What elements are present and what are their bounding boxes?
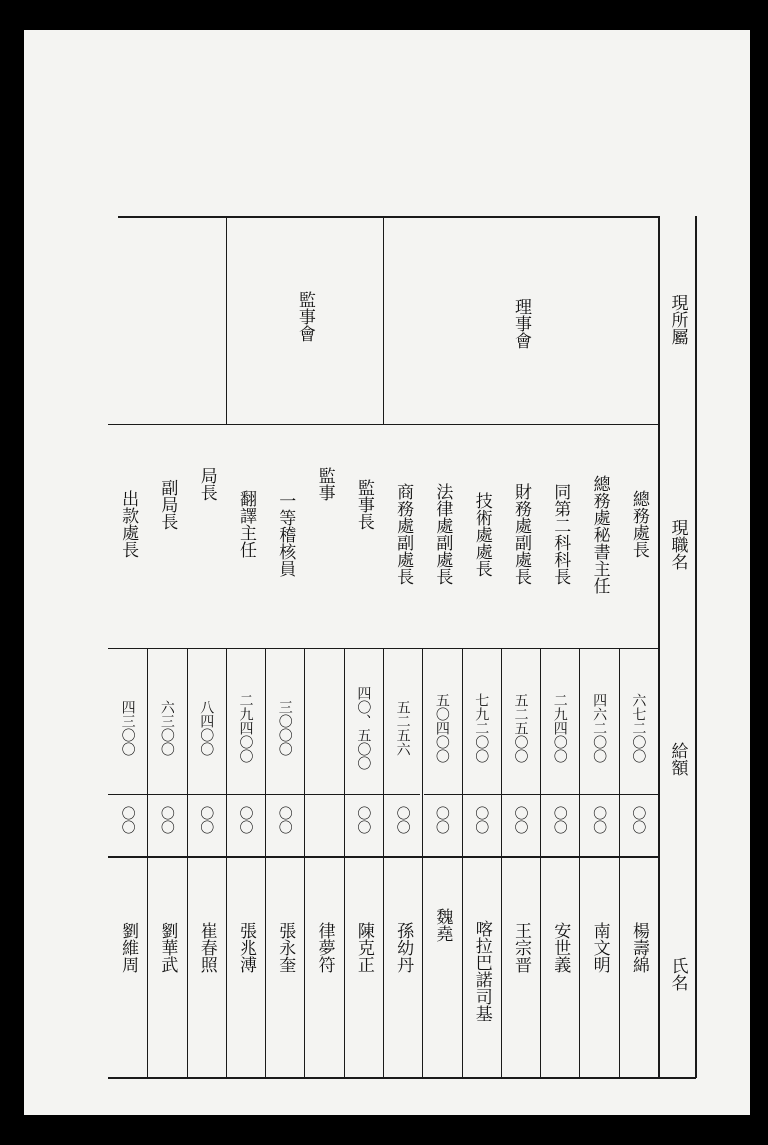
position-cell: 商務處副處長 (393, 483, 414, 585)
salary-cell-zeros: 〇〇 (237, 806, 254, 834)
salary-cell: 六七二〇〇 (630, 693, 647, 763)
salary-cell-zeros: 〇〇 (355, 806, 372, 834)
header-group: 現所屬 (667, 293, 688, 345)
table-row (187, 216, 226, 1078)
table-row (226, 216, 265, 1078)
salary-cell: 五二五〇〇 (512, 693, 529, 763)
position-cell: 法律處副處長 (432, 483, 453, 585)
name-cell: 王宗晋 (510, 921, 531, 973)
header-salary: 給額 (667, 742, 688, 776)
position-cell: 同第二科科長 (550, 483, 571, 585)
position-cell: 技術處處長 (471, 491, 492, 577)
salary-cell-zeros: 〇〇 (394, 806, 411, 834)
salary-cell: 四〇、五〇〇 (355, 686, 372, 770)
position-cell: 一等稽核員 (275, 491, 296, 577)
position-cell: 出款處長 (118, 490, 139, 558)
column-divider (619, 648, 620, 1078)
position-cell: 翻譯主任 (235, 490, 256, 558)
position-cell: 財務處副處長 (510, 483, 531, 585)
column-divider (422, 648, 423, 1078)
header-column (658, 216, 696, 1078)
header-position: 現職名 (667, 518, 688, 570)
column-divider (304, 648, 305, 1078)
name-cell: 陳克正 (353, 921, 374, 973)
salary-cell: 七九二〇〇 (473, 693, 490, 763)
name-cell: 律夢符 (314, 921, 335, 973)
salary-cell-zeros: 〇〇 (512, 806, 529, 834)
table-row (304, 216, 343, 1078)
salary-cell-zeros: 〇〇 (630, 806, 647, 834)
salary-cell-zeros: 〇〇 (591, 806, 608, 834)
table-row (108, 216, 147, 1078)
group-label-directors: 理事會 (511, 297, 531, 349)
table-row (344, 216, 383, 1078)
table-row (462, 216, 501, 1078)
name-cell: 楊壽綿 (628, 921, 649, 973)
name-cell: 南文明 (589, 921, 610, 973)
table-row (579, 216, 618, 1078)
document-page (24, 30, 750, 1115)
table-row (501, 216, 540, 1078)
name-cell: 劉維周 (118, 921, 139, 973)
position-cell: 局長 (196, 467, 217, 501)
salary-cell-zeros: 〇〇 (276, 806, 293, 834)
table-row (147, 216, 186, 1078)
salary-cell: 四三〇〇 (119, 700, 136, 756)
name-cell: 魏堯 (432, 908, 453, 942)
position-cell: 監事長 (353, 478, 374, 530)
column-divider (462, 648, 463, 1078)
group-label-supervisors: 監事會 (294, 290, 315, 342)
table-row (619, 216, 658, 1078)
salary-cell: 八四〇〇 (198, 700, 215, 756)
salary-cell: 五二五六 (394, 700, 411, 756)
name-cell: 張永奎 (275, 921, 296, 973)
table-row (383, 216, 422, 1078)
salary-cell-zeros: 〇〇 (158, 806, 175, 834)
name-cell: 孫幼丹 (393, 921, 414, 973)
column-divider (540, 648, 541, 1078)
salary-cell-zeros: 〇〇 (433, 806, 450, 834)
column-divider (579, 648, 580, 1078)
table-row (422, 216, 461, 1078)
name-cell: 劉華武 (157, 921, 178, 973)
position-cell: 總務處長 (628, 490, 649, 558)
position-cell: 監事 (314, 467, 335, 501)
column-divider (501, 648, 502, 1078)
column-divider (147, 648, 148, 1078)
salary-cell: 二九四〇〇 (237, 693, 254, 763)
column-divider (265, 648, 266, 1078)
salary-cell-zeros: 〇〇 (119, 806, 136, 834)
name-cell: 崔春照 (196, 921, 217, 973)
position-cell: 總務處秘書主任 (589, 474, 610, 594)
column-divider (344, 648, 345, 1078)
table-row (265, 216, 304, 1078)
name-cell: 安世義 (550, 921, 571, 973)
salary-cell: 五〇四〇〇 (433, 693, 450, 763)
salary-cell-zeros: 〇〇 (473, 806, 490, 834)
salary-cell-zeros: 〇〇 (551, 806, 568, 834)
column-divider (383, 648, 384, 1078)
salary-cell: 三〇〇〇 (276, 700, 293, 756)
salary-cell: 六三〇〇 (158, 700, 175, 756)
salary-cell-zeros: 〇〇 (198, 806, 215, 834)
staff-salary-table (108, 216, 696, 1078)
table-row (540, 216, 579, 1078)
position-cell: 副局長 (157, 478, 178, 530)
header-name: 氏名 (667, 957, 688, 991)
salary-cell: 二九四〇〇 (551, 693, 568, 763)
name-cell: 喀拉巴諾司基 (471, 920, 492, 1022)
column-divider (226, 648, 227, 1078)
salary-cell: 四六二〇〇 (591, 693, 608, 763)
column-divider (187, 648, 188, 1078)
name-cell: 張兆溥 (235, 921, 256, 973)
